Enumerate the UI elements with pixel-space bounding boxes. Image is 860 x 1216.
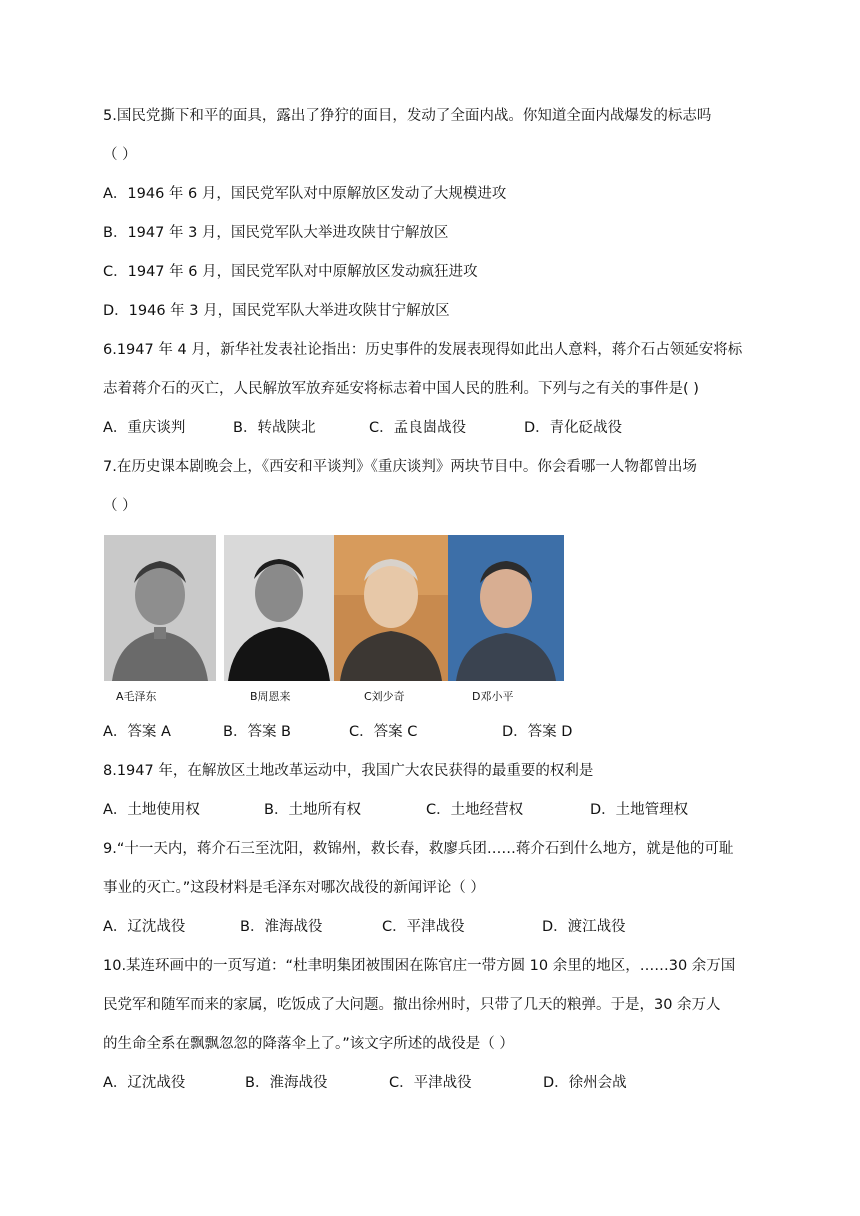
portrait-strip [104, 533, 564, 711]
q6-option-c: C．孟良崮战役 [369, 420, 467, 436]
q10-stem-line2: 民党军和随军而来的家属，吃饭成了大问题。撤出徐州时，只带了几天的粮弹。于是，30 余万人 [103, 997, 721, 1013]
q7-stem-line2: （ ） [103, 498, 137, 514]
q5-option-b: B．1947 年 3 月，国民党军队大举进攻陕甘宁解放区 [103, 225, 449, 241]
q7-option-c: C．答案 C [349, 724, 418, 740]
q9-stem-line2: 事业的灭亡。”这段材料是毛泽东对哪次战役的新闻评论（ ） [103, 880, 485, 896]
q9-stem-line1: 9.“十一天内，蒋介石三至沈阳，救锦州，救长春，救廖兵团……蒋介石到什么地方，就是他的可耻 [103, 841, 734, 857]
q9-option-b: B．淮海战役 [240, 919, 323, 935]
q5-option-c: C．1947 年 6 月，国民党军队对中原解放区发动疯狂进攻 [103, 264, 478, 280]
q9-option-d: D．渡江战役 [542, 919, 626, 935]
caption-d: D邓小平 [472, 690, 514, 703]
q5-stem-line1: 5.国民党撕下和平的面具，露出了狰狞的面目，发动了全面内战。你知道全面内战爆发的标志吗 [103, 108, 712, 124]
q6-option-a: A．重庆谈判 [103, 420, 186, 436]
q7-option-a: A．答案 A [103, 724, 171, 740]
q7-stem-line1: 7.在历史课本剧晚会上，《西安和平谈判》《重庆谈判》两块节目中。你会看哪一人物都曾出场 [103, 459, 697, 475]
q10-option-c: C．平津战役 [389, 1075, 472, 1091]
q5-option-a: A．1946 年 6 月，国民党军队对中原解放区发动了大规模进攻 [103, 186, 507, 202]
q8-option-a: A．土地使用权 [103, 802, 200, 818]
q6-stem-line2: 志着蒋介石的灭亡，人民解放军放弃延安将标志着中国人民的胜利。下列与之有关的事件是( ) [103, 381, 699, 397]
portrait-a [104, 535, 216, 681]
q10-option-a: A．辽沈战役 [103, 1075, 186, 1091]
q8-option-d: D．土地管理权 [590, 802, 689, 818]
portrait-d [448, 535, 564, 681]
q7-option-b: B．答案 B [223, 724, 292, 740]
caption-b: B周恩来 [250, 690, 291, 703]
q8-option-b: B．土地所有权 [264, 802, 361, 818]
portrait-b [224, 535, 334, 681]
q6-stem-line1: 6.1947 年 4 月，新华社发表社论指出：历史事件的发展表现得如此出人意料，蒋介石占领延安将标 [103, 342, 743, 358]
q7-option-d: D．答案 D [502, 724, 573, 740]
q9-option-a: A．辽沈战役 [103, 919, 186, 935]
caption-c: C刘少奇 [364, 690, 405, 703]
q9-option-c: C．平津战役 [382, 919, 465, 935]
q8-option-c: C．土地经营权 [426, 802, 524, 818]
q8-stem-line1: 8.1947 年，在解放区土地改革运动中，我国广大农民获得的最重要的权利是 [103, 763, 594, 779]
caption-a: A毛泽东 [116, 690, 157, 703]
q6-option-b: B．转战陕北 [233, 420, 316, 436]
q5-stem-line2: （ ） [103, 147, 137, 163]
q10-stem-line1: 10.某连环画中的一页写道：“杜聿明集团被围困在陈官庄一带方圆 10 余里的地区，……30 余万国 [103, 958, 736, 974]
q6-option-d: D．青化砭战役 [524, 420, 623, 436]
portrait-c [334, 535, 448, 681]
q5-option-d: D．1946 年 3 月，国民党军队大举进攻陕甘宁解放区 [103, 303, 450, 319]
q10-stem-line3: 的生命全系在飘飘忽忽的降落伞上了。”该文字所述的战役是（ ） [103, 1036, 514, 1052]
q10-option-d: D．徐州会战 [543, 1075, 627, 1091]
q10-option-b: B．淮海战役 [245, 1075, 328, 1091]
